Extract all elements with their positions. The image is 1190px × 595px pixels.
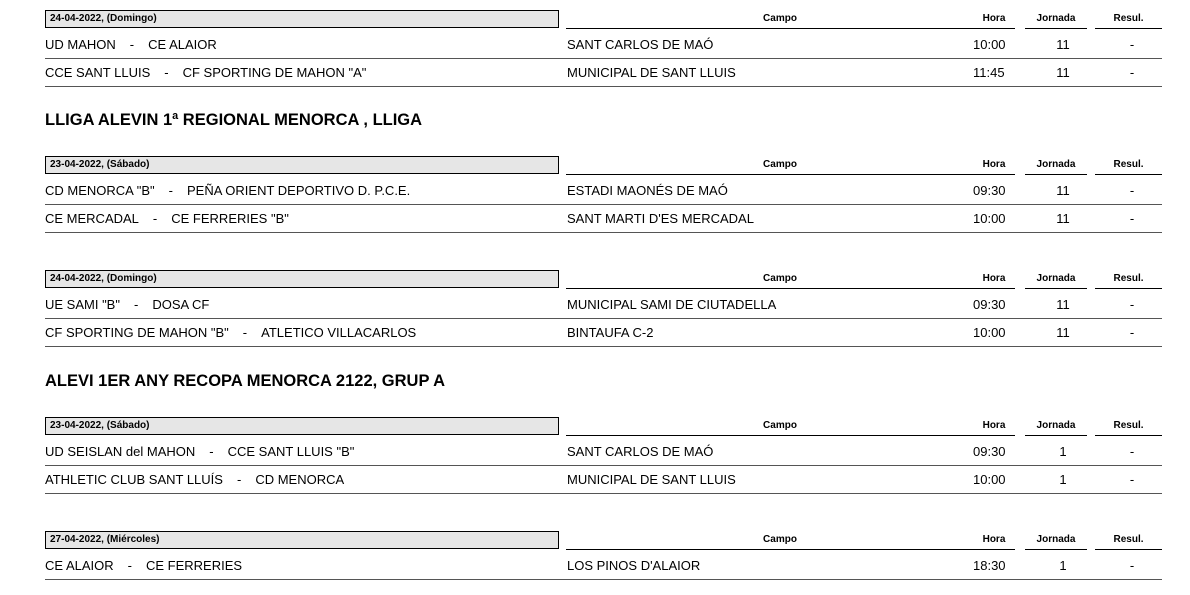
match-row — [45, 438, 1162, 466]
match-teams — [45, 319, 560, 346]
match-row — [45, 177, 1162, 205]
header-resul: Resul. — [1095, 417, 1162, 436]
header-hora: Hora — [973, 531, 1015, 550]
match-hora: 09:30 — [973, 297, 1006, 312]
match-date: 23-04-2022, (Sábado) — [45, 156, 559, 174]
match-jornada: 11 — [1056, 65, 1070, 80]
match-row — [45, 59, 1162, 87]
block-header — [45, 156, 1162, 177]
home-team: CE MERCADAL — [45, 211, 139, 226]
match-hora: 18:30 — [973, 558, 1006, 573]
header-campo: Campo — [566, 10, 994, 29]
match-jornada: 11 — [1056, 325, 1070, 340]
home-team: UE SAMI "B" — [45, 297, 120, 312]
match-campo: SANT CARLOS DE MAÓ — [567, 444, 714, 459]
match-row — [45, 31, 1162, 59]
match-result: - — [1129, 297, 1135, 312]
match-jornada: 11 — [1056, 183, 1070, 198]
header-jornada: Jornada — [1025, 417, 1087, 436]
match-row — [45, 552, 1162, 580]
header-hora: Hora — [973, 270, 1015, 289]
match-result: - — [1129, 558, 1135, 573]
home-team: CE ALAIOR — [45, 558, 114, 573]
match-teams — [45, 466, 560, 493]
vs-separator: - — [242, 325, 248, 340]
header-resul: Resul. — [1095, 10, 1162, 29]
match-jornada: 1 — [1059, 444, 1067, 459]
header-campo: Campo — [566, 417, 994, 436]
block-header — [45, 10, 1162, 31]
match-hora: 11:45 — [973, 65, 1005, 80]
match-hora: 10:00 — [973, 472, 1006, 487]
vs-separator: - — [209, 444, 214, 459]
vs-separator: - — [164, 65, 169, 80]
match-jornada: 1 — [1059, 472, 1067, 487]
away-team: CE ALAIOR — [148, 37, 217, 52]
away-team: CD MENORCA — [255, 472, 345, 487]
block-header — [45, 270, 1162, 291]
match-date: 24-04-2022, (Domingo) — [45, 10, 559, 28]
match-teams — [45, 205, 560, 232]
match-campo: SANT MARTI D'ES MERCADAL — [567, 211, 754, 226]
match-teams — [45, 177, 560, 204]
match-teams — [45, 31, 560, 58]
match-result: - — [1129, 325, 1135, 340]
block-header — [45, 531, 1162, 552]
header-resul: Resul. — [1095, 531, 1162, 550]
match-teams — [45, 59, 560, 86]
match-hora: 10:00 — [973, 325, 1006, 340]
header-resul: Resul. — [1095, 270, 1162, 289]
match-jornada: 11 — [1056, 211, 1070, 226]
away-team: PEÑA ORIENT DEPORTIVO D. P.C.E. — [186, 183, 411, 198]
match-campo: SANT CARLOS DE MAÓ — [567, 37, 714, 52]
away-team: CE FERRERIES "B" — [171, 211, 289, 226]
vs-separator: - — [168, 183, 173, 198]
header-jornada: Jornada — [1025, 10, 1087, 29]
header-resul: Resul. — [1095, 156, 1162, 175]
home-team: CF SPORTING DE MAHON "B" — [45, 325, 229, 340]
match-jornada: 1 — [1059, 558, 1067, 573]
away-team: DOSA CF — [152, 297, 210, 312]
match-jornada: 11 — [1056, 37, 1070, 52]
block-header — [45, 417, 1162, 438]
vs-separator: - — [152, 211, 158, 226]
match-hora: 10:00 — [973, 211, 1006, 226]
match-result: - — [1129, 211, 1135, 226]
header-jornada: Jornada — [1025, 531, 1087, 550]
match-date: 27-04-2022, (Miércoles) — [45, 531, 559, 549]
match-campo: LOS PINOS D'ALAIOR — [567, 558, 701, 573]
vs-separator: - — [129, 37, 135, 52]
header-jornada: Jornada — [1025, 270, 1087, 289]
match-result: - — [1129, 444, 1135, 459]
match-row — [45, 291, 1162, 319]
match-campo: BINTAUFA C-2 — [567, 325, 654, 340]
fixture-block — [45, 531, 1162, 580]
match-teams — [45, 291, 560, 318]
home-team: UD SEISLAN del MAHON — [45, 444, 196, 459]
away-team: CF SPORTING DE MAHON "A" — [182, 65, 367, 80]
header-campo: Campo — [566, 270, 994, 289]
match-campo: MUNICIPAL DE SANT LLUIS — [567, 472, 736, 487]
vs-separator: - — [133, 297, 139, 312]
header-jornada: Jornada — [1025, 156, 1087, 175]
away-team: ATLETICO VILLACARLOS — [261, 325, 417, 340]
match-teams — [45, 552, 560, 579]
match-jornada: 11 — [1056, 297, 1070, 312]
match-campo: MUNICIPAL DE SANT LLUIS — [567, 65, 736, 80]
match-hora: 09:30 — [973, 444, 1006, 459]
match-row — [45, 319, 1162, 347]
away-team: CE FERRERIES — [145, 558, 243, 573]
match-result: - — [1129, 472, 1135, 487]
competition-title: ALEVI 1ER ANY RECOPA MENORCA 2122, GRUP A — [45, 372, 446, 390]
header-hora: Hora — [973, 417, 1015, 436]
header-hora: Hora — [973, 156, 1015, 175]
header-campo: Campo — [566, 531, 994, 550]
home-team: UD MAHON — [45, 37, 116, 52]
home-team: CD MENORCA "B" — [45, 183, 155, 198]
match-hora: 10:00 — [973, 37, 1006, 52]
match-date: 24-04-2022, (Domingo) — [45, 270, 559, 288]
match-teams — [45, 438, 560, 465]
fixture-block — [45, 10, 1162, 87]
match-hora: 09:30 — [973, 183, 1006, 198]
header-campo: Campo — [566, 156, 994, 175]
match-result: - — [1129, 65, 1135, 80]
match-result: - — [1129, 37, 1135, 52]
match-campo: ESTADI MAONÉS DE MAÓ — [567, 183, 728, 198]
away-team: CCE SANT LLUIS "B" — [227, 444, 355, 459]
vs-separator: - — [127, 558, 132, 573]
vs-separator: - — [236, 472, 242, 487]
match-date: 23-04-2022, (Sábado) — [45, 417, 559, 435]
home-team: ATHLETIC CLUB SANT LLUÍS — [45, 472, 223, 487]
match-row — [45, 466, 1162, 494]
match-row — [45, 205, 1162, 233]
match-result: - — [1129, 183, 1135, 198]
home-team: CCE SANT LLUIS — [45, 65, 151, 80]
fixture-block — [45, 270, 1162, 347]
match-campo: MUNICIPAL SAMI DE CIUTADELLA — [567, 297, 777, 312]
header-hora: Hora — [973, 10, 1015, 29]
fixture-block — [45, 156, 1162, 233]
competition-title: LLIGA ALEVIN 1ª REGIONAL MENORCA , LLIGA — [45, 111, 423, 129]
fixture-block — [45, 417, 1162, 494]
